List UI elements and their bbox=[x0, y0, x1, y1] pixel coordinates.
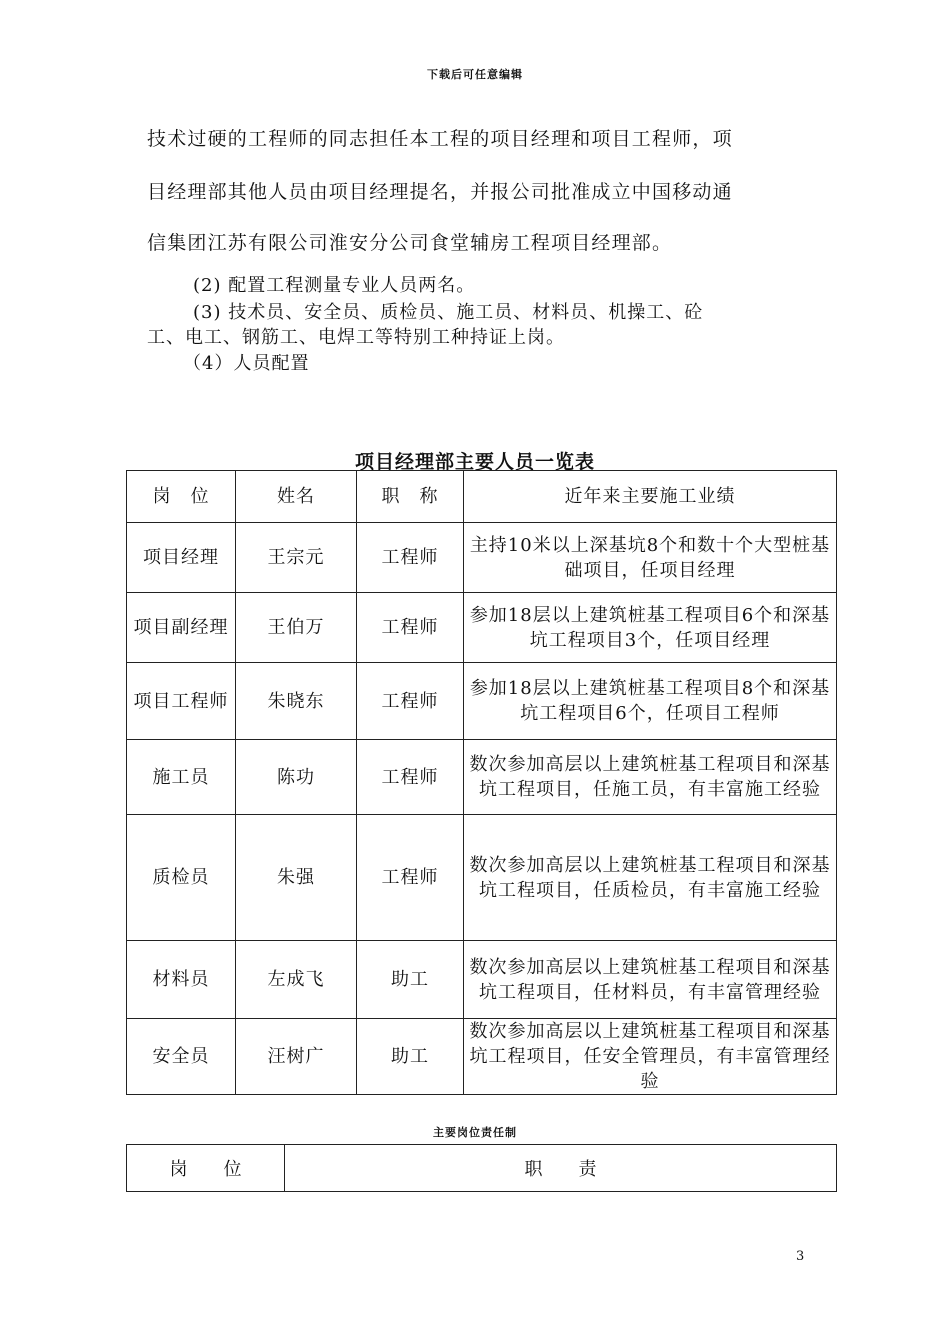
cell-post: 质检员 bbox=[127, 815, 236, 941]
cell-title: 工程师 bbox=[357, 815, 464, 941]
table-row bbox=[127, 663, 837, 740]
duty-header-row bbox=[127, 1145, 837, 1192]
cell-performance: 数次参加高层以上建筑桩基工程项目和深基坑工程项目，任施工员，有丰富施工经验 bbox=[464, 740, 837, 815]
page-number: 3 bbox=[796, 1249, 805, 1264]
cell-title: 工程师 bbox=[357, 663, 464, 740]
item-2: (2) 配置工程测量专业人员两名。 bbox=[193, 275, 476, 296]
cell-performance: 参加18层以上建筑桩基工程项目8个和深基坑工程项目6个，任项目工程师 bbox=[464, 663, 837, 740]
cell-title: 助工 bbox=[357, 1019, 464, 1095]
header-cell-performance: 近年来主要施工业绩 bbox=[464, 471, 837, 523]
cell-post: 项目副经理 bbox=[127, 593, 236, 663]
cell-title: 助工 bbox=[357, 941, 464, 1019]
table-row bbox=[127, 593, 837, 663]
cell-name: 汪树广 bbox=[236, 1019, 357, 1095]
cell-name: 王伯万 bbox=[236, 593, 357, 663]
cell-post: 项目工程师 bbox=[127, 663, 236, 740]
paragraph-line-2: 目经理部其他人员由项目经理提名，并报公司批准成立中国移动通 bbox=[147, 181, 733, 203]
staff-table bbox=[126, 470, 837, 1095]
duty-table-title: 主要岗位责任制 bbox=[433, 1126, 517, 1139]
duty-header-responsibility: 职 责 bbox=[285, 1145, 837, 1192]
staff-table-title: 项目经理部主要人员一览表 bbox=[354, 451, 595, 473]
header-cell-title: 职 称 bbox=[357, 471, 464, 523]
cell-title: 工程师 bbox=[357, 523, 464, 593]
cell-name: 陈功 bbox=[236, 740, 357, 815]
table-header-row bbox=[127, 471, 837, 523]
header-cell-post: 岗 位 bbox=[127, 471, 236, 523]
cell-post: 施工员 bbox=[127, 740, 236, 815]
cell-title: 工程师 bbox=[357, 593, 464, 663]
cell-name: 朱强 bbox=[236, 815, 357, 941]
cell-performance: 主持10米以上深基坑8个和数十个大型桩基础项目，任项目经理 bbox=[464, 523, 837, 593]
table-row bbox=[127, 523, 837, 593]
duty-header-post: 岗 位 bbox=[127, 1145, 285, 1192]
cell-post: 安全员 bbox=[127, 1019, 236, 1095]
paragraph-line-3: 信集团江苏有限公司淮安分公司食堂辅房工程项目经理部。 bbox=[147, 232, 673, 254]
table-row bbox=[127, 1019, 837, 1095]
cell-performance: 数次参加高层以上建筑桩基工程项目和深基坑工程项目，任安全管理员，有丰富管理经验 bbox=[464, 1019, 837, 1095]
cell-performance: 数次参加高层以上建筑桩基工程项目和深基坑工程项目，任材料员，有丰富管理经验 bbox=[464, 941, 837, 1019]
cell-performance: 参加18层以上建筑桩基工程项目6个和深基坑工程项目3个，任项目经理 bbox=[464, 593, 837, 663]
cell-name: 王宗元 bbox=[236, 523, 357, 593]
cell-name: 左成飞 bbox=[236, 941, 357, 1019]
item-4: （4）人员配置 bbox=[183, 353, 310, 374]
table-row bbox=[127, 941, 837, 1019]
cell-title: 工程师 bbox=[357, 740, 464, 815]
paragraph-line-1: 技术过硬的工程师的同志担任本工程的项目经理和项目工程师，项 bbox=[147, 128, 733, 150]
item-3-line-1: (3) 技术员、安全员、质检员、施工员、材料员、机操工、砼 bbox=[193, 302, 704, 323]
duty-table bbox=[126, 1144, 837, 1192]
cell-performance: 数次参加高层以上建筑桩基工程项目和深基坑工程项目，任质检员，有丰富施工经验 bbox=[464, 815, 837, 941]
table-row bbox=[127, 815, 837, 941]
header-cell-name: 姓名 bbox=[236, 471, 357, 523]
table-row bbox=[127, 740, 837, 815]
page-header-note: 下载后可任意编辑 bbox=[427, 68, 523, 81]
item-3-line-2: 工、电工、钢筋工、电焊工等特别工种持证上岗。 bbox=[147, 327, 565, 348]
cell-post: 项目经理 bbox=[127, 523, 236, 593]
cell-name: 朱晓东 bbox=[236, 663, 357, 740]
cell-post: 材料员 bbox=[127, 941, 236, 1019]
